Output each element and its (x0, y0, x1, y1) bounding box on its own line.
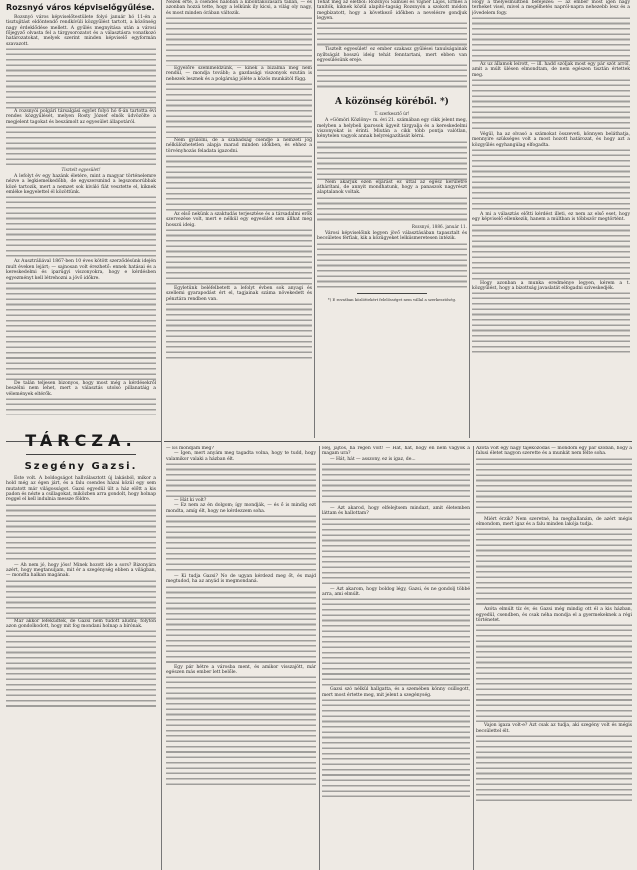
text-block (476, 734, 632, 804)
dialogue-line: — És mondjam meg? (166, 446, 214, 451)
subheading: Tisztelt egyesület! (61, 167, 101, 173)
paragraph: Miért érzik? Nem szeretné, ha meghallanám, de azért mégis elmondom, mert igaz és a falu minden lakója tudja. (476, 516, 632, 528)
salutation: T. szerkesztő úr! (374, 111, 410, 117)
paragraph: Az első nekünk a szaktudás terjesztése és a társadalmi erők szervezése volt, mert e nélkül egy egyesület sem állhat meg hosszú ideig. (166, 212, 312, 228)
text-block (472, 223, 630, 281)
text-block (317, 242, 467, 290)
paragraph: Hogy a thelyesmúltbeli befejezés: — az ember most igen nagy terheket visel, mivel a megélhetés napról-napra nehezebb lesz és a jövedelem fogy. (472, 0, 630, 16)
paragraph: Tisztelt egyesület! ez ember szakasz gyűlései tanulságainak nyíltságát hosszú ideig tehát fenntartani, mert ebben van egyesülésünk ereje. (317, 47, 467, 64)
text-block (166, 514, 316, 574)
text-block (322, 462, 470, 506)
text-block (472, 16, 630, 62)
dialogue-line: — Ez nem az én dolgom; így mondják, — és ő is mindig ezt mondta, amíg élt, hogy ne kérdezzem soha. (166, 503, 316, 514)
paragraph: A rozsnyói polgári társalgási egylet folyó hó 6-án tartotta évi rendes közgyűlését, melyen Rosty József elnök üdvözölte a megjelent tagokat és beszámolt az egyesület állapotáról. (6, 109, 156, 125)
dialogue-line: — Azt akarod, hogy elfelejtsem mindazt, amit életemben láttam és hallottam? (322, 506, 470, 517)
column-rule (473, 446, 474, 870)
text-block (6, 195, 156, 259)
paragraph: Azóta volt egy nagy tájékozódás — mondom egy pár szóban, hogy a falusi életet nagyon szerette és a munkát nem félte soha. (476, 446, 632, 457)
column-2 (166, 0, 312, 438)
paragraph: Mar akkor lefeküdtek, de Gazsi nem tudott aludni; folyton azon gondolkodott, hogy mit fog mondani holnap a bírónak. (6, 618, 156, 629)
text-block (166, 154, 312, 212)
column-rule (319, 446, 320, 870)
text-block (166, 675, 316, 785)
dialogue-line: — Azt akarom, hogy boldog légy, Gazsi, és ne gondolj többé arra, ami elmúlt. (322, 586, 470, 598)
text-block (166, 16, 312, 66)
paragraph: A mi a választás előtti kérdést illeti, ez nem az első eset, hogy egy képviselő ellenkezik, hanem a múltban is többször megtörtént. (472, 212, 630, 223)
paragraph: Végül, ha az olvasó a számokat összeveti, könnyen beláthatja, mennyire szükséges volt a most hozott határozat, és hogy azt a közgyűlés egyhangúlag elfogadta. (472, 132, 630, 148)
text-block (166, 585, 316, 665)
paragraph: Gazsi szó nélkül hallgatta, és a szemében könny csillogott, mert most értette meg, mit jelent a szegénység. (322, 687, 470, 698)
paragraph: Rozsnyó város képviselőtestülete folyó január hó 11-én a tisztujitást eldöntendő rendkívüli közgyűlést tartott, a közönség nagy érdeklődése mellett. A gyűlés megnyitása után a városi főjegyző olvasta fel a tárgysorozatot és a választásra vonatkozó határozatokat, melyek szerint minden képviselő egyformán szavazott. (6, 15, 156, 47)
dialogue-line: — Ki tudja Gazsi? No de ugyan kérdezd meg őt, és majd megtudod, ha az anyád is megmondaná. (166, 574, 316, 585)
text-block (6, 281, 156, 381)
text-block (6, 579, 156, 619)
text-block (6, 397, 156, 415)
feuilleton-heading: TÁRCZA. (25, 430, 137, 450)
text-block (476, 527, 632, 607)
paragraph: Városi képviselőink legyen jövő választásában tapasztalt és becsületes férfiak, kik a közügyeket lelkiismeretesen intézik. (317, 230, 467, 242)
paragraph: Vajon igaza volt-e? Azt csak az tudja, aki szegény volt és mégis becsülettel élt. (476, 723, 632, 734)
text-block (322, 597, 470, 687)
text-block (6, 47, 156, 109)
article-heading: Rozsnyó város képviselőgyűlése. (6, 3, 155, 12)
text-block (317, 140, 467, 180)
paragraph: A lefolyt év egy hazánk életére, mint a magyar történelemre nézve a legkiemelkedőbb, de egyszersmind a legszomorúbbak közé tartozik, mert a nemzet sok kiváló fiát vesztette el, kiknek emléke kegyelettel él közöttünk. (6, 174, 156, 196)
dialogue-line: Hej, jajtos, ha régen volt! — Hát, hát, hogy én nem vagyok a magam ura? (322, 446, 470, 457)
paragraph: — Ah nem jó, hogy jöss! Minek hozott ide a sors? Bizonyára azért, hogy megtanuljam, mit ér a szegénység ebben a világban, — mondta halkan magának. (6, 562, 156, 579)
text-block (6, 125, 156, 165)
dialogue-line: — Igen, mert anyám meg tagadta volna, hogy te tudd, hogy valamikor valaki a házban élt. (166, 451, 316, 462)
text-block (317, 63, 467, 91)
text-block (6, 629, 156, 709)
text-block (476, 457, 632, 517)
column-4-lower (476, 446, 632, 870)
paragraph: Nem akarjuk ezen eljárást ez úttal az egész kerületre áthárítani, de annyit mondhatunk, hogy a panaszok nagyrészt alaptalanok voltak. (317, 179, 467, 196)
text-block (6, 503, 156, 563)
paragraph: Hogy azonban a munka eredménye legyen, kérem a t. közgyűlést, hogy a bizottság javaslatát elfogadni szíveskedjék. (472, 280, 630, 292)
paragraph: De talán teljesen bizonyos, hogy most még a kérdésekről beszélni nem lehet, mert a választás utolsó pillanatáig a vélemények eltérők. (6, 380, 156, 397)
column-3-lower (322, 446, 470, 870)
text-block (472, 78, 630, 132)
divider (357, 293, 427, 294)
section-heading: A közönség köréből. *) (335, 97, 449, 108)
text-block (476, 623, 632, 723)
paragraph: Tehát meg az életből: Rozsnyói Sámuel és Vajner Lajos, Ermes a tanítók, kiknek közül alapító-tagság Rozsnyón a szokott módon megbízatott, hogy a következő időkben a nevelésre gondjuk legyen. (317, 0, 467, 22)
text-block (166, 302, 312, 362)
dialogue-line: — Hát, hát — asszony, ez is igaz, de... (330, 456, 416, 462)
text-block (322, 698, 470, 798)
text-block (472, 291, 630, 355)
column-4 (472, 0, 630, 438)
text-block (166, 82, 312, 138)
text-block (472, 148, 630, 212)
paragraph: Az uz államok leírott, — ill. hadd szóljak most egy pár szót arról, amit a múlt ülésen elmondtam, de nem egészen tisztán értettek meg. (472, 62, 630, 78)
text-block (317, 21, 467, 47)
dialogue-line: — Hát ki volt? (174, 498, 207, 504)
paragraph: Nem gyűlölni, de a szabadság csendje a nemzeti jog nélkülözhetetlen alapja marad minden időkben, és ehhez a törvényhozás feladata igazodni. (166, 138, 312, 154)
text-block (166, 228, 312, 286)
text-block (317, 196, 467, 222)
column-1 (6, 0, 156, 870)
paragraph: Egy pár hétre a városba ment, és amikor visszajött, már egészen más ember lett belőle. (166, 664, 316, 676)
column-rule (314, 0, 315, 438)
dateline: Rozsnyó, 1886. január 11. (411, 223, 467, 229)
paragraph: Egyelőre szemmeldzünk, — kinek a bizalma meg nem rendül, — mondja tovább; a gazdasági viszonyok ezután is nehezek lesznek és a polgárság jóléte a közös munkától függ. (166, 66, 312, 82)
story-title: Szegény Gazsi. (24, 460, 138, 472)
paragraph: Este volt. A boldogságot hallválasztott új lakásból, mikor a hold még az égen járt, és a falu csendes házai közül egy sem mutatott már világosságot. Gazsi egyedül ült a ház előtt a kis padon és nézte a csillagokat, miközben arra gondolt, hogy holnap reggel el kell indulnia messze földre. (6, 475, 156, 503)
paragraph: A »Gömöri Közlöny« m. évi 21. számában egy cikk jelent meg, melyben a helybeli iparosok ügyeit tárgyalja és a kereskedelmi viszonyokat is érinti. Miután a cikk több pontja valótlan, kénytelen vagyok annak helyreigazítását kérni. (317, 118, 467, 140)
section-rule (164, 441, 632, 442)
text-block (166, 462, 316, 498)
column-3 (317, 0, 467, 438)
divider (26, 454, 136, 455)
column-rule (161, 0, 162, 870)
footnote: *) E rovatban közlöttekért felelősséget nem vállal a szerkesztőség. (327, 296, 457, 302)
column-2-lower (166, 446, 316, 870)
text-block (322, 517, 470, 587)
paragraph: Nézek érte, a csendes hálóban a kibontakozására tallán, — és azonban hozzá tette, hogy a lelkünk ily kicsi, a világ oly nagy, és most minden órában változik. (166, 0, 312, 16)
paragraph: Az Ausztráliával 1867-ben 10 éves kötött szerződésünk idején mult éveken lejárt; — sajnosan volt érezhető: ennek hatásai és a kereskedelmi és iparügyi viszonyokra, hogy e kérdésben egyezményt kell létrehozni a jövő időkre. (6, 259, 156, 281)
column-rule (469, 0, 470, 438)
paragraph: Egyletünk beléfelbetett a lefolyt évben sok anyagi és szellemi gyarapodást ért el, tagjainak száma növekedett és pénztára rendben van. (166, 286, 312, 302)
paragraph: Azóta elmúlt tíz év, és Gazsi még mindig ott él a kis házban, egyedül, csendben, és csak néha mondja el a gyermekeknek a régi történetet. (476, 607, 632, 624)
